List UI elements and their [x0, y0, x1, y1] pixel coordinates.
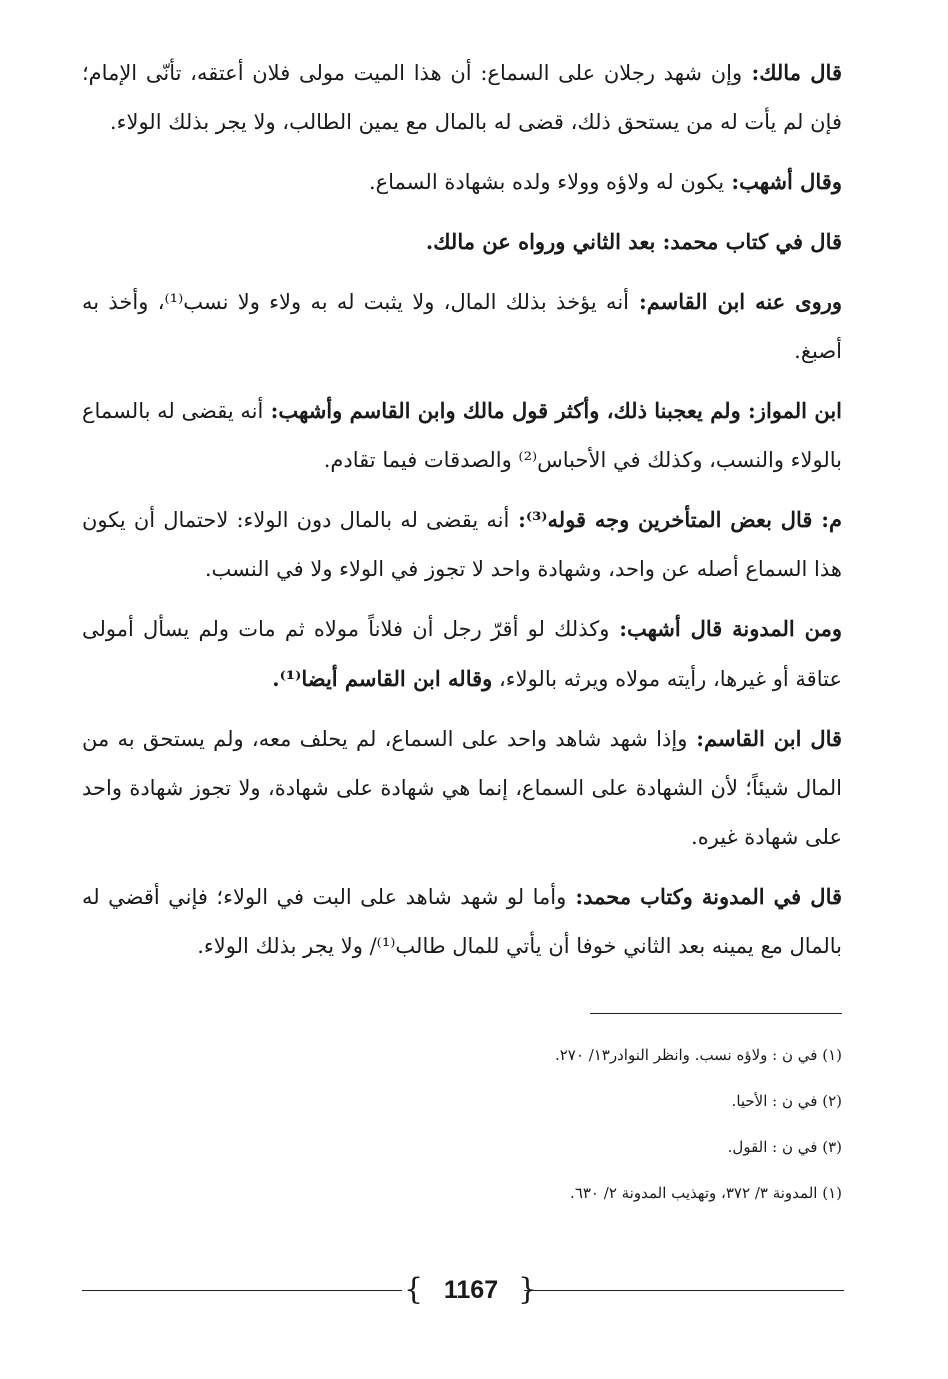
paragraph-9	[82, 872, 842, 971]
paragraph-3	[82, 217, 842, 267]
paragraph-text: يكون له ولاؤه وولاء ولده بشهادة السماع.	[368, 170, 725, 194]
paragraph-text: وكذلك لو أقرّ رجل أن فلاناً مولاه ثم مات ولم يسأل أمولى عتاقة أو غيرها، رأيته مولاه ويرثه بالولاء،	[82, 617, 842, 691]
paragraph-text: وإن شهد رجلان على السماع: أن هذا الميت مولى فلان أعتقه، تأنّى الإمام؛ فإن لم يأت له من يستحق ذلك، قضى له بالمال مع يمين الطالب، ولا يجر بذلك الولاء.	[82, 61, 842, 134]
speaker-label: قال مالك:	[742, 60, 842, 85]
paragraph-text: وأما لو شهد شاهد على البت في الولاء؛ فإني أقضي له بالمال مع يمينه بعد الثاني خوفا أن يأتي للمال طالب⁽¹⁾/ ولا يجر بذلك الولاء.	[82, 885, 842, 958]
paragraph-text: وإذا شهد شاهد واحد على السماع، لم يحلف معه، ولم يستحق به من المال شيئاً؛ لأن الشهادة على السماع، إنما هي شهادة على شهادة، ولا تجوز شهادة واحد على شهادة غيره.	[82, 727, 842, 849]
paragraph-2	[82, 157, 842, 207]
attribution-text: وقاله ابن القاسم أيضا⁽¹⁾.	[272, 666, 493, 691]
paragraph-8	[82, 714, 842, 862]
footnote-separator	[590, 1013, 842, 1014]
footer-rule-right	[524, 1290, 844, 1291]
paragraph-1	[82, 48, 842, 147]
paragraph-5	[82, 386, 842, 485]
speaker-label: قال في المدونة وكتاب محمد:	[566, 884, 843, 909]
footnote-2: (٢) في ن : الأحيا.	[731, 1092, 842, 1110]
page-body	[82, 48, 842, 981]
speaker-label: قال في كتاب محمد: بعد الثاني ورواه عن مالك.	[425, 229, 842, 254]
paragraph-text: أنه يقضى له بالسماع بالولاء والنسب، وكذلك في الأحباس⁽²⁾ والصدقات فيما تقادم.	[82, 399, 842, 472]
footnote-1: (١) في ن : ولاؤه نسب. وانظر النوادر١٣/ ٢٧٠.	[554, 1046, 842, 1064]
page-footer	[82, 1268, 844, 1314]
footnote-3: (٣) في ن : القول.	[727, 1138, 842, 1156]
speaker-label: ومن المدونة قال أشهب:	[609, 616, 842, 641]
paragraph-text: أنه يؤخذ بذلك المال، ولا يثبت له به ولاء ولا نسب⁽¹⁾، وأخذ به أصبغ.	[82, 290, 842, 363]
speaker-label: وقال أشهب:	[724, 169, 842, 194]
paragraph-6	[82, 495, 842, 594]
footer-brace-left: {	[404, 1272, 424, 1307]
footer-rule-left	[82, 1290, 402, 1291]
speaker-label: قال ابن القاسم:	[687, 726, 843, 751]
paragraph-4	[82, 277, 842, 376]
paragraph-7	[82, 604, 842, 704]
footer-brace-right: }	[518, 1272, 538, 1307]
speaker-label: وروى عنه ابن القاسم:	[629, 289, 842, 314]
speaker-label: ابن المواز: ولم يعجبنا ذلك، وأكثر قول مالك وابن القاسم وأشهب:	[263, 398, 842, 423]
footnotes	[342, 1038, 842, 1222]
paragraph-text: أنه يقضى له بالمال دون الولاء: لاحتمال أن يكون هذا السماع أصله عن واحد، وشهادة واحد لا تجوز في الولاء ولا في النسب.	[82, 508, 842, 581]
page-number: 1167	[443, 1276, 499, 1304]
footnote-4: (١) المدونة ٣/ ٣٧٢، وتهذيب المدونة ٢/ ٦٣٠.	[570, 1184, 842, 1202]
speaker-label: م: قال بعض المتأخرين وجه قوله⁽³⁾:	[509, 507, 842, 532]
